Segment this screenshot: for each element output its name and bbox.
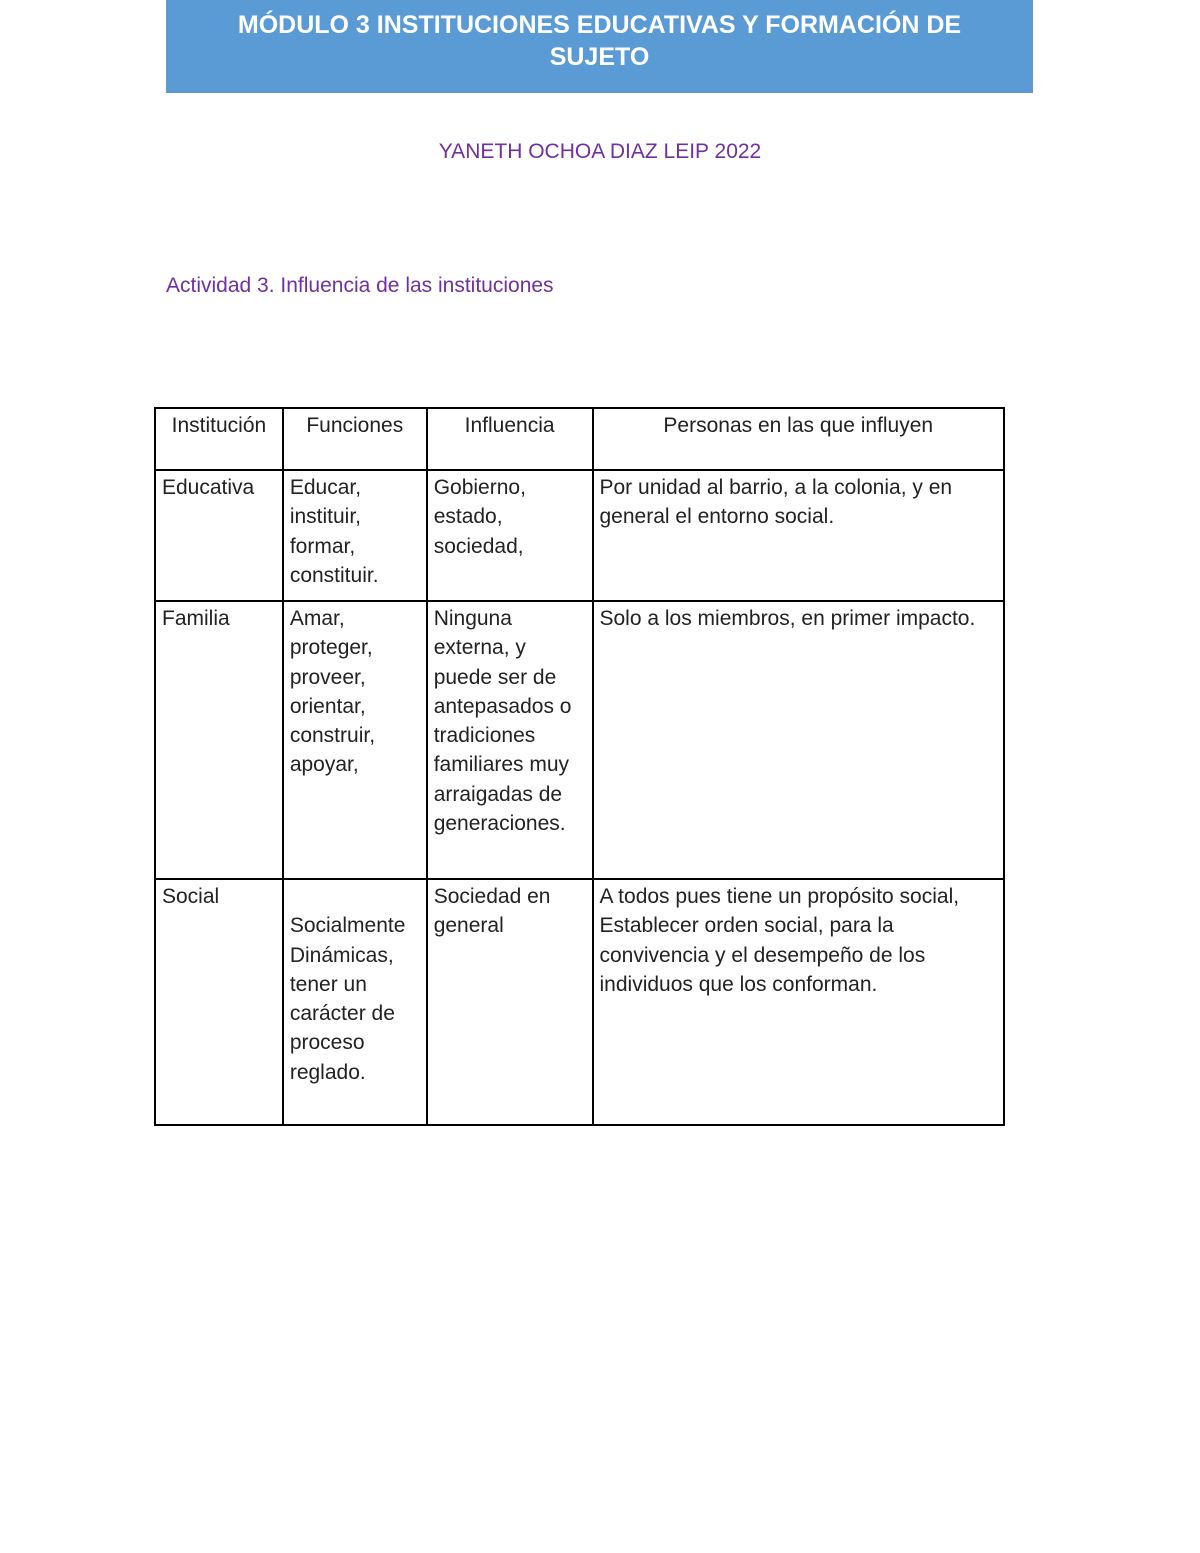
cell-institucion: Social <box>155 879 283 1125</box>
cell-personas: Solo a los miembros, en primer impacto. <box>593 601 1005 879</box>
header-personas: Personas en las que influyen <box>593 408 1005 470</box>
header-funciones: Funciones <box>283 408 427 470</box>
cell-funciones: Educar, instituir, formar, constituir. <box>283 470 427 601</box>
cell-institucion: Familia <box>155 601 283 879</box>
cell-funciones: Socialmente Dinámicas, tener un carácter de proceso reglado. <box>283 879 427 1125</box>
document-title-banner <box>166 0 1033 93</box>
header-influencia: Influencia <box>427 408 593 470</box>
cell-influencia: Sociedad en general <box>427 879 593 1125</box>
table-row <box>155 470 1004 601</box>
table-row <box>155 879 1004 1125</box>
header-institucion: Institución <box>155 408 283 470</box>
cell-funciones: Amar, proteger, proveer, orientar, construir, apoyar, <box>283 601 427 879</box>
institutions-table <box>154 407 1005 1126</box>
document-title: MÓDULO 3 INSTITUCIONES EDUCATIVAS Y FORMACIÓN DE SUJETO <box>237 11 962 71</box>
cell-influencia: Gobierno, estado, sociedad, <box>427 470 593 601</box>
author-line: YANETH OCHOA DIAZ LEIP 2022 <box>438 140 762 163</box>
table-header-row <box>155 408 1004 470</box>
cell-influencia: Ninguna externa, y puede ser de antepasados o tradiciones familiares muy arraigadas de generaciones. <box>427 601 593 879</box>
activity-title: Actividad 3. Influencia de las instituciones <box>166 274 554 297</box>
cell-personas: A todos pues tiene un propósito social, Establecer orden social, para la convivencia y el desempeño de los individuos que los conforman. <box>593 879 1005 1125</box>
cell-institucion: Educativa <box>155 470 283 601</box>
table-row <box>155 601 1004 879</box>
cell-personas: Por unidad al barrio, a la colonia, y en general el entorno social. <box>593 470 1005 601</box>
